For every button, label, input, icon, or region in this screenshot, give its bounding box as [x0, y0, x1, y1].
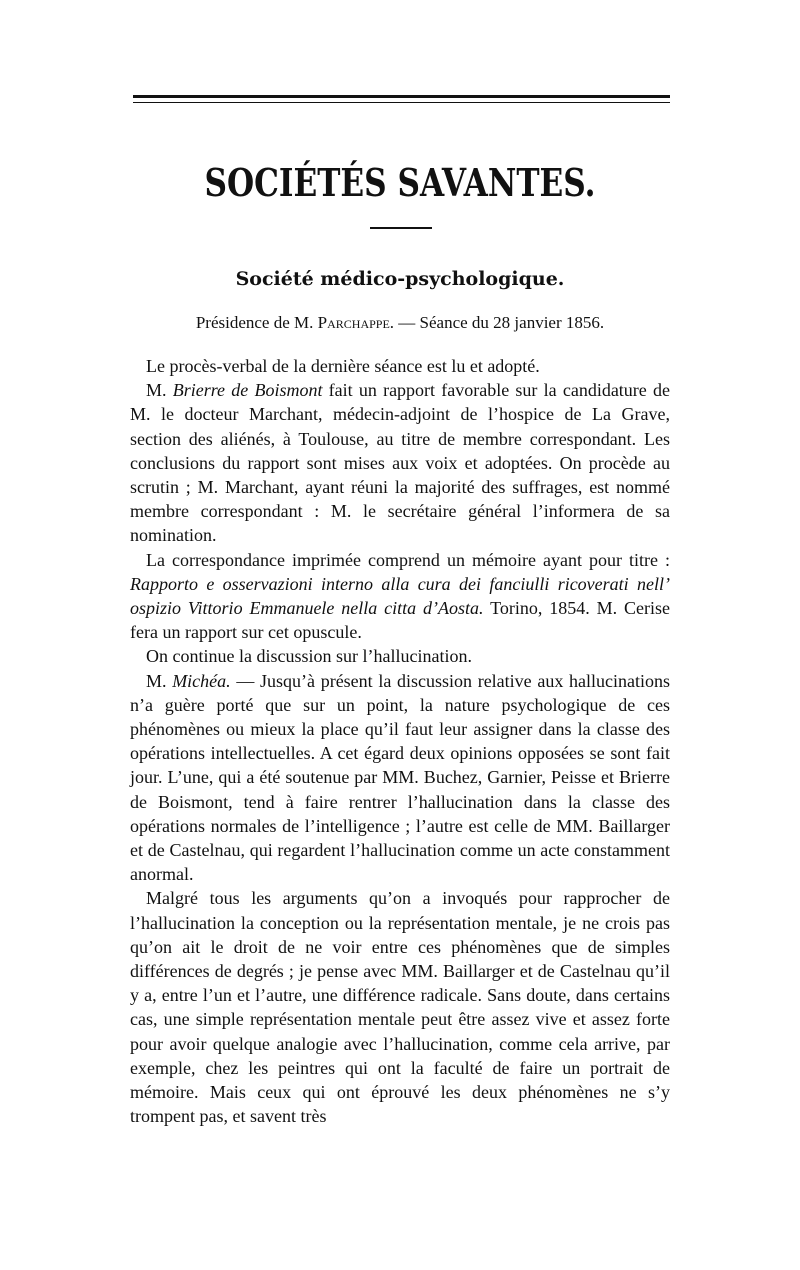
- paragraph: [130, 354, 670, 378]
- italic-text: Brierre de Boismont: [172, 380, 323, 401]
- paragraph: [130, 548, 670, 645]
- paragraph: [130, 669, 670, 887]
- page-title: SOCIÉTÉS SAVANTES.: [204, 160, 596, 205]
- text-run: Malgré tous les arguments qu’on a invoqués pour rapprocher de l’hallucination la conception ou la représentation mentale, je ne crois pas qu’on ait le droit de ne voir entre ces phénomènes que de simples différences de degrés ; je pense avec MM. Baillarger et de Castelnau qu’il y a, entre l’un et l’autre, une différence radicale. Sans doute, dans certains cas, une simple représentation mentale peut être assez vive et assez forte pour avoir quelque analogie avec l’hallucination, comme cela arrive, par exemple, chez les peintres qui ont la faculté de faire un portrait de mémoire. Mais ceux qui ont éprouvé les deux phénomènes ne s’y trompent pas, et savent très: [130, 888, 670, 1127]
- top-double-rule: [133, 95, 670, 103]
- text-run: La correspondance imprimée comprend un mémoire ayant pour titre :: [146, 549, 670, 570]
- subtitle-suffix: . — Séance du 28 janvier 1856.: [389, 313, 605, 332]
- text-run: On continue la discussion sur l’hallucination.: [146, 646, 472, 667]
- text-run: fait un rapport favorable sur la candidature de M. le docteur Marchant, médecin-adjoint de l’hospice de La Grave, section des aliénés, à Toulouse, au titre de membre correspondant. Les conclusions du rapport sont mises aux voix et adoptées. On procède au scrutin ; M. Marchant, ayant réuni la majorité des suffrages, est nommé membre correspondant : M. le secrétaire général l’informera de sa nomination.: [130, 380, 670, 546]
- italic-text: Michéa.: [172, 670, 231, 691]
- text-run: M.: [146, 380, 173, 401]
- italic-text: Rapporto e osservazioni interno alla cura dei fanciulli ricoverati nell’ ospizio Vittorio Emmanuele nella citta d’Aosta.: [130, 573, 670, 619]
- text-run: Torino, 1854. M. Cerise fera un rapport sur cet opuscule.: [130, 598, 670, 643]
- text-run: — Jusqu’à présent la discussion relative aux hallucinations n’a guère porté que sur un point, la nature psychologique de ces phénomènes ou mieux la place qu’il faut leur assigner dans la classe des opérations intellectuelles. A cet égard deux opinions opposées se sont fait jour. L’une, qui a été soutenue par MM. Buchez, Garnier, Peisse et Brierre de Boismont, tend à faire rentrer l’hallucination dans la classe des opérations normales de l’intelligence ; l’autre est celle de MM. Baillarger et de Castelnau, qui regardent l’hallucination comme un acte constamment anormal.: [130, 670, 670, 885]
- body-text: [130, 354, 670, 1129]
- text-run: Le procès-verbal de la dernière séance est lu et adopté.: [146, 356, 540, 376]
- paragraph: [130, 378, 670, 547]
- title-divider: [370, 227, 432, 229]
- paragraph: [130, 886, 670, 1128]
- text-run: M.: [146, 670, 173, 691]
- paragraph: [130, 644, 670, 668]
- subtitle-prefix: Présidence de M.: [195, 313, 318, 332]
- president-name: Parchappe: [317, 313, 390, 332]
- section-heading: Société médico-psychologique.: [235, 268, 565, 290]
- session-subtitle: [130, 313, 670, 333]
